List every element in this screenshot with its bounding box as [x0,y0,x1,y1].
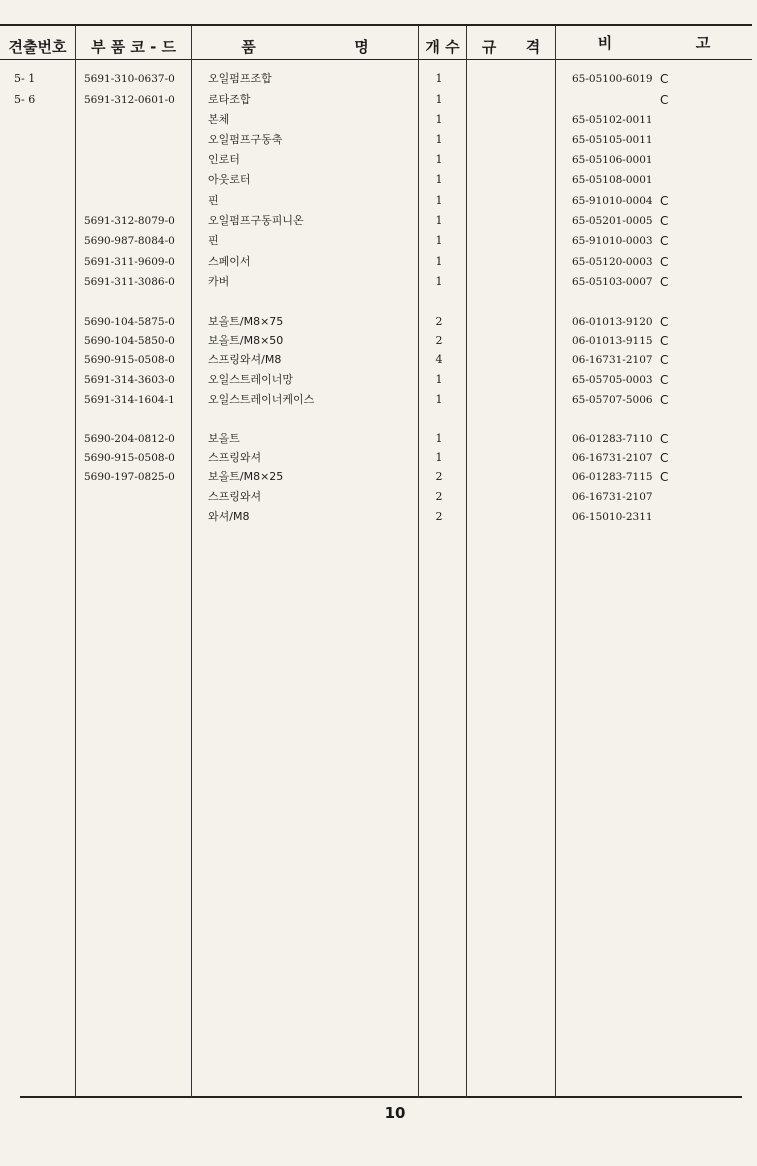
row-note: 06-01283-7115 [572,471,653,483]
table-row [0,370,757,390]
table-row [0,487,757,507]
row-name: 스프링와셔/M8 [208,353,282,366]
row-note: 65-91010-0003 [572,235,653,247]
row-code: 5691-311-3086-0 [84,276,175,288]
row-qty: 1 [435,173,443,186]
table-row [0,170,757,190]
row-mark: C [660,470,669,484]
row-note: 65-05103-0007 [572,276,653,288]
row-mark: C [660,432,669,446]
row-qty: 1 [435,255,443,268]
row-code: 5690-915-0508-0 [84,354,175,366]
table-row [0,69,757,89]
row-qty: 2 [435,315,443,328]
header-spec [467,34,555,58]
table-row [0,448,757,468]
row-mark: C [660,451,669,465]
row-name: 아웃로터 [208,173,251,186]
row-code: 5691-310-0637-0 [84,73,175,85]
row-note: 06-01013-9115 [572,335,653,347]
table-row [0,90,757,110]
row-code: 5691-312-8079-0 [84,215,175,227]
row-qty: 1 [435,133,443,146]
header-name-first: 품 [241,37,256,56]
row-note: 06-16731-2107 [572,452,653,464]
row-qty: 2 [435,334,443,347]
row-note: 06-01283-7110 [572,433,653,445]
row-note: 06-01013-9120 [572,316,653,328]
header-spec-first: 규 [481,37,497,56]
header-rule [0,59,752,60]
table-row [0,467,757,487]
row-code: 5690-197-0825-0 [84,471,175,483]
row-ref: 5- 1 [14,72,36,85]
row-code: 5690-915-0508-0 [84,452,175,464]
row-code: 5690-104-5850-0 [84,335,175,347]
header-ref: 견출번호 [8,37,67,56]
row-note: 65-05120-0003 [572,256,653,268]
row-qty: 1 [435,214,443,227]
row-mark: C [660,353,669,367]
row-code: 5691-311-9609-0 [84,256,175,268]
row-name: 로타조합 [208,93,251,106]
row-name: 오일펌프조합 [208,72,272,85]
table-row [0,331,757,351]
row-mark: C [660,234,669,248]
row-note: 65-05100-6019 [572,73,653,85]
row-note: 65-05102-0011 [572,114,653,126]
row-name: 오일펌프구동축 [208,133,283,146]
row-name: 와셔/M8 [208,510,250,523]
header-name-second: 명 [354,37,369,56]
row-note: 06-16731-2107 [572,491,653,503]
row-mark: C [660,255,669,269]
row-name: 인로터 [208,153,240,166]
table-row [0,272,757,292]
table-row [0,150,757,170]
row-mark: C [660,373,669,387]
row-name: 핀 [208,194,219,207]
row-name: 오일펌프구동피니온 [208,214,304,227]
header-qty: 개 수 [425,37,460,56]
row-qty: 1 [435,451,443,464]
row-name: 보올트/M8×75 [208,315,284,328]
table-row [0,231,757,251]
top-rule [0,24,752,26]
row-qty: 1 [435,153,443,166]
row-code: 5690-987-8084-0 [84,235,175,247]
row-note: 65-05201-0005 [572,215,653,227]
row-qty: 1 [435,234,443,247]
table-row [0,191,757,211]
row-note: 06-16731-2107 [572,354,653,366]
row-qty: 2 [435,510,443,523]
row-qty: 1 [435,373,443,386]
row-code: 5691-314-1604-1 [84,394,175,406]
row-mark: C [660,315,669,329]
row-qty: 1 [435,275,443,288]
row-note: 65-05105-0011 [572,134,653,146]
row-name: 보올트/M8×25 [208,470,284,483]
row-qty: 2 [435,490,443,503]
table-row [0,390,757,410]
row-note: 65-05707-5006 [572,394,653,406]
row-name: 카버 [208,275,230,288]
header-note [556,30,752,54]
row-mark: C [660,275,669,289]
row-name: 오일스트레이너케이스 [208,393,315,406]
header-name [192,34,418,58]
row-qty: 1 [435,113,443,126]
header-spec-second: 격 [525,37,541,56]
row-name: 보올트 [208,432,240,445]
row-ref: 5- 6 [14,93,36,106]
header-note-first: 비 [597,33,613,52]
table-row [0,507,757,527]
table-row [0,211,757,231]
row-code: 5690-104-5875-0 [84,316,175,328]
table-row [0,312,757,332]
table-row [0,350,757,370]
row-name: 스페이서 [208,255,251,268]
table-row [0,110,757,130]
row-qty: 1 [435,432,443,445]
table-row [0,252,757,272]
row-mark: C [660,72,669,86]
row-mark: C [660,393,669,407]
row-name: 본체 [208,113,230,126]
row-mark: C [660,194,669,208]
row-qty: 1 [435,93,443,106]
row-note: 06-15010-2311 [572,511,653,523]
table-row [0,130,757,150]
row-name: 보올트/M8×50 [208,334,284,347]
row-code: 5690-204-0812-0 [84,433,175,445]
row-qty: 1 [435,194,443,207]
row-name: 스프링와셔 [208,490,262,503]
row-note: 65-05106-0001 [572,154,653,166]
row-name: 오일스트레이너망 [208,373,294,386]
row-mark: C [660,334,669,348]
page-number: 10 [384,1104,406,1122]
header-code: 부 품 코 - 드 [90,37,177,56]
row-note: 65-05705-0003 [572,374,653,386]
row-note: 65-91010-0004 [572,195,653,207]
bottom-rule [20,1096,742,1098]
table-row [0,429,757,449]
row-qty: 2 [435,470,443,483]
header-note-second: 고 [695,33,711,52]
row-mark: C [660,93,669,107]
row-mark: C [660,214,669,228]
row-code: 5691-312-0601-0 [84,94,175,106]
row-name: 핀 [208,234,219,247]
row-qty: 1 [435,72,443,85]
row-code: 5691-314-3603-0 [84,374,175,386]
row-qty: 4 [435,353,443,366]
row-qty: 1 [435,393,443,406]
row-note: 65-05108-0001 [572,174,653,186]
row-name: 스프링와셔 [208,451,262,464]
